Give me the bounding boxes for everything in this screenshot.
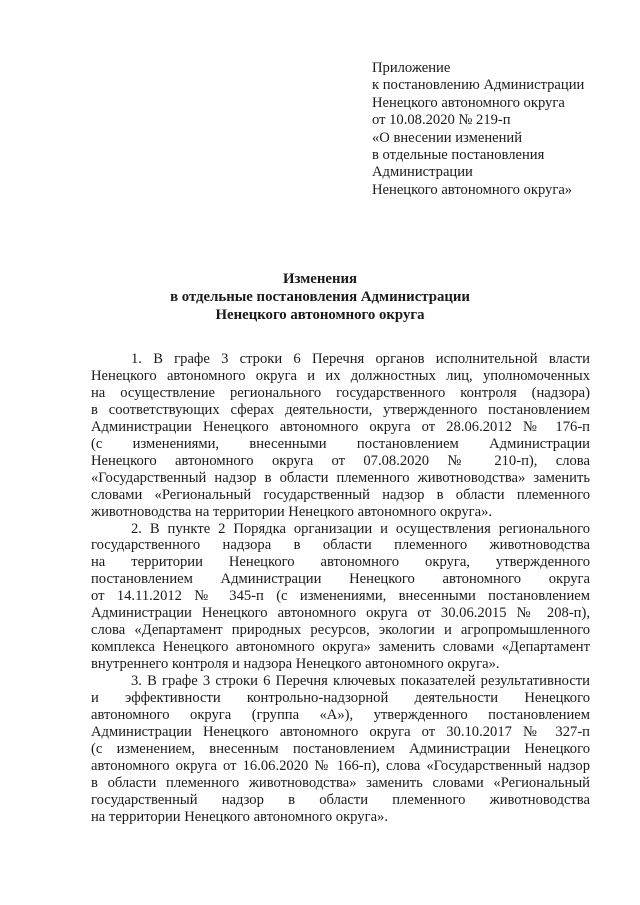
paragraph-line: словами «Региональный государственный надзор в области племенного [91,486,590,503]
paragraph-3 [91,673,590,826]
paragraph-line: Администрации Ненецкого автономного округа от 30.06.2015 № 208-п), [91,605,590,622]
paragraph-line: государственного надзора в области племенного животноводства [91,537,590,554]
paragraph-1 [91,351,590,521]
appendix-line: Приложение [372,60,451,76]
appendix-line: от 10.08.2020 № 219-п [372,112,511,129]
paragraph-line: слова «Департамент природных ресурсов, экологии и агропромышленного [91,622,590,639]
paragraph-line: Администрации Ненецкого автономного округа от 28.06.2012 № 176-п [91,418,590,435]
paragraph-line: автономного округа от 16.06.2020 № 166-п), слова «Государственный надзор [91,757,590,774]
paragraph-line: «Государственный надзор в области племенного животноводства» заменить [91,469,590,486]
appendix-line: к постановлению Администрации [372,77,585,94]
paragraph-line: Ненецкого автономного округа от 07.08.2020 № 210-п), слова [91,452,590,469]
appendix-line: «О внесении изменений [372,129,523,146]
appendix-header [372,60,622,199]
appendix-line: Ненецкого автономного округа» [372,181,573,198]
paragraph-line: 3. В графе 3 строки 6 Перечня ключевых показателей результативности [131,673,590,690]
paragraph-line: Администрации Ненецкого автономного округа от 30.10.2017 № 327-п [91,723,590,740]
paragraph-line: постановлением Администрации Ненецкого автономного округа [91,571,590,588]
paragraph-line: в области племенного животноводства» заменить словами «Региональный [91,774,590,791]
paragraph-2 [91,521,590,674]
paragraph-line: Ненецкого автономного округа и их должностных лиц, уполномоченных [91,367,590,384]
document-title [60,270,580,324]
paragraph-line: и эффективности контрольно-надзорной деятельности Ненецкого [91,690,590,707]
appendix-line: Ненецкого автономного округа [372,94,565,111]
title-line: Ненецкого автономного округа [215,307,425,323]
paragraph-line: 2. В пункте 2 Порядка организации и осуществления регионального [131,520,590,537]
paragraph-line: в соответствующих сферах деятельности, утвержденного постановлением [91,401,590,418]
paragraph-line: комплекса Ненецкого автономного округа» заменить словами «Департамент [91,639,590,656]
paragraph-line: автономного округа (группа «А»), утвержденного постановлением [91,707,590,724]
paragraph-line: на территории Ненецкого автономного округа, утвержденного [91,554,590,571]
paragraph-line: внутреннего контроля и надзора Ненецкого автономного округа». [91,656,500,673]
paragraph-line: на территории Ненецкого автономного округа». [91,808,388,825]
paragraph-line: на осуществление регионального государственного контроля (надзора) [91,384,590,401]
paragraph-line: животноводства на территории Ненецкого автономного округа». [91,503,493,520]
paragraph-line: государственный надзор в области племенного животноводства [91,791,590,808]
appendix-line: в отдельные постановления [372,147,545,164]
paragraph-line: 1. В графе 3 строки 6 Перечня органов исполнительной власти [131,351,590,367]
title-line: в отдельные постановления Администрации [170,289,470,305]
title-line: Изменения [282,271,358,287]
document-body [91,351,590,826]
paragraph-line: (с изменениями, внесенными постановлением Администрации [91,435,590,452]
appendix-line: Администрации [372,164,473,181]
paragraph-line: от 14.11.2012 № 345-п (с изменениями, внесенными постановлением [91,588,590,605]
paragraph-line: (с изменением, внесенным постановлением Администрации Ненецкого [91,740,590,757]
